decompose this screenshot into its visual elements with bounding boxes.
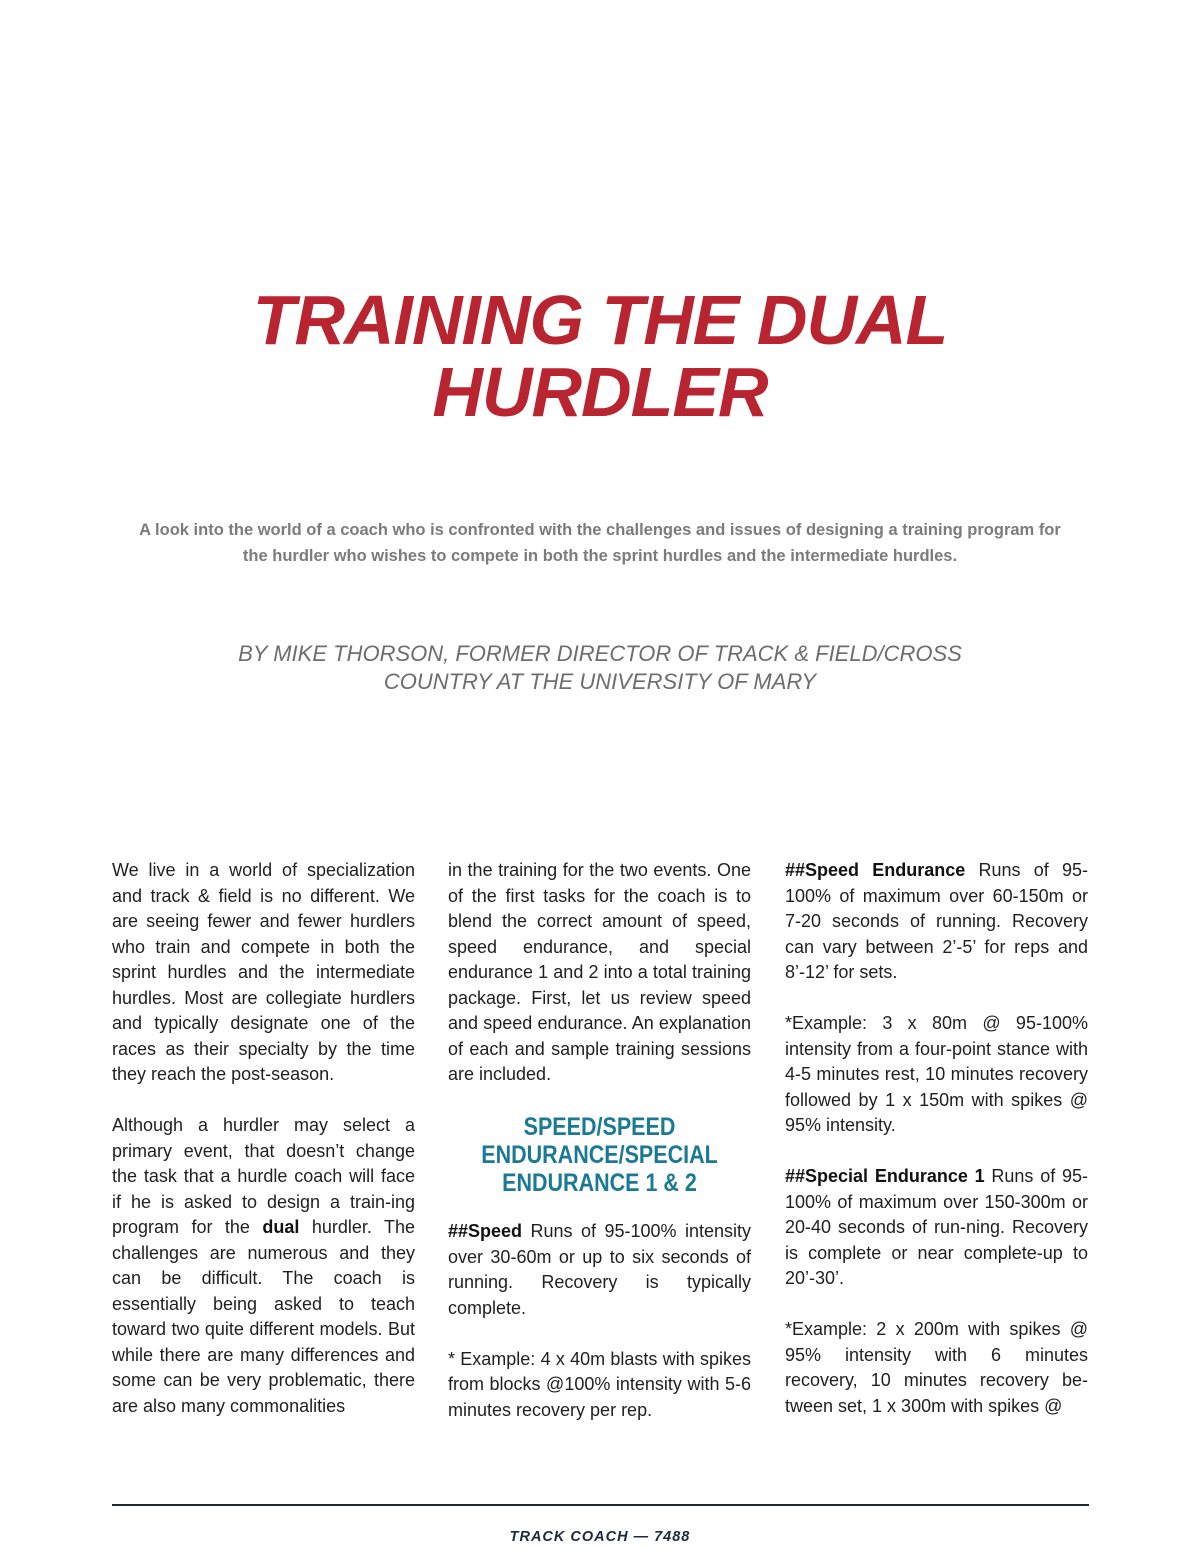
paragraph-specialization: We live in a world of specialization and track & field is no different. We are seeing fewer and fewer hurdlers who train and compete in both the sprint hurdles and the intermediate hurdles. Most are collegiate hurdlers and typically designate one of the races as their specialty by the time they reach the post-season. bbox=[112, 860, 415, 1084]
footer-rule bbox=[112, 1504, 1089, 1506]
paragraph-speed-endurance bbox=[785, 858, 1088, 986]
dual-emphasis: dual bbox=[262, 1217, 300, 1237]
body-column-1 bbox=[112, 858, 415, 1419]
paragraph-training-blend: in the training for the two events. One of the first tasks for the coach is to blend the correct amount of speed, speed endurance, and special endurance 1 and 2 into a total training package. First, let us review speed and speed endurance. An explanation of each and sample training sessions are included. bbox=[448, 860, 751, 1084]
subhead-line-1: SPEED/SPEED bbox=[523, 1113, 676, 1141]
paragraph-primary-event-text-b: hurdler. The challenges are numerous and they can be difficult. The coach is essentially being asked to teach toward two quite different models. But while there are many differences and some can be very problematic, there are also many commonalities bbox=[112, 1217, 415, 1416]
body-column-3 bbox=[785, 858, 1088, 1419]
speed-label: ##Speed bbox=[448, 1221, 523, 1241]
article-deck: A look into the world of a coach who is confronted with the challenges and issues of designing a training program for the hurdler who wishes to compete in both the sprint hurdles and the intermediate hurdles. bbox=[139, 521, 1061, 565]
subhead-line-2: ENDURANCE/SPECIAL bbox=[481, 1141, 718, 1169]
speed-text: Runs of 95-100% intensity over 30-60m or up to six seconds of running. Recovery is typically complete. bbox=[448, 1221, 751, 1318]
paragraph-speed-endurance-example: *Example: 3 x 80m @ 95-100% intensity from a four-point stance with 4-5 minutes rest, 10 minutes recovery followed by 1 x 150m with spikes @ 95% intensity. bbox=[785, 1013, 1088, 1135]
subhead-line-3: ENDURANCE 1 & 2 bbox=[502, 1169, 697, 1197]
paragraph-speed bbox=[448, 1219, 751, 1321]
page-footer: TRACK COACH — 7488 bbox=[509, 1529, 691, 1545]
article-title-line-1: TRAINING THE DUAL bbox=[252, 281, 948, 359]
paragraph-primary-event bbox=[112, 1113, 415, 1419]
article-title bbox=[100, 281, 1100, 431]
paragraph-primary-event-text-a: Although a hurdler may select a primary event, that doesn’t change the task that a hurdle coach will face if he is asked to design a train-ing program for the bbox=[112, 1115, 415, 1237]
article-byline bbox=[140, 640, 1060, 696]
body-column-2 bbox=[448, 858, 751, 1423]
paragraph-special-endurance-1-example: *Example: 2 x 200m with spikes @ 95% intensity with 6 minutes recovery, 10 minutes recovery be-tween set, 1 x 300m with spikes @ bbox=[785, 1319, 1088, 1416]
article-title-line-2: HURDLER bbox=[432, 353, 768, 431]
paragraph-special-endurance-1 bbox=[785, 1164, 1088, 1292]
special-endurance-1-label: ##Special Endurance 1 bbox=[785, 1166, 985, 1186]
special-endurance-1-text: Runs of 95-100% of maximum over 150-300m or 20-40 seconds of run-ning. Recovery is complete or near complete-up to 20’-30’. bbox=[785, 1166, 1088, 1288]
paragraph-speed-example: * Example: 4 x 40m blasts with spikes from blocks @100% intensity with 5-6 minutes recovery per rep. bbox=[448, 1348, 751, 1420]
byline-line-2: COUNTRY AT THE UNIVERSITY OF MARY bbox=[383, 669, 817, 694]
speed-endurance-text: Runs of 95-100% of maximum over 60-150m or 7-20 seconds of running. Recovery can vary between 2’-5’ for reps and 8’-12’ for sets. bbox=[785, 860, 1088, 982]
section-subhead bbox=[469, 1113, 730, 1197]
speed-endurance-label: ##Speed Endurance bbox=[785, 860, 966, 880]
byline-line-1: BY MIKE THORSON, FORMER DIRECTOR OF TRACK & FIELD/CROSS bbox=[238, 641, 962, 666]
